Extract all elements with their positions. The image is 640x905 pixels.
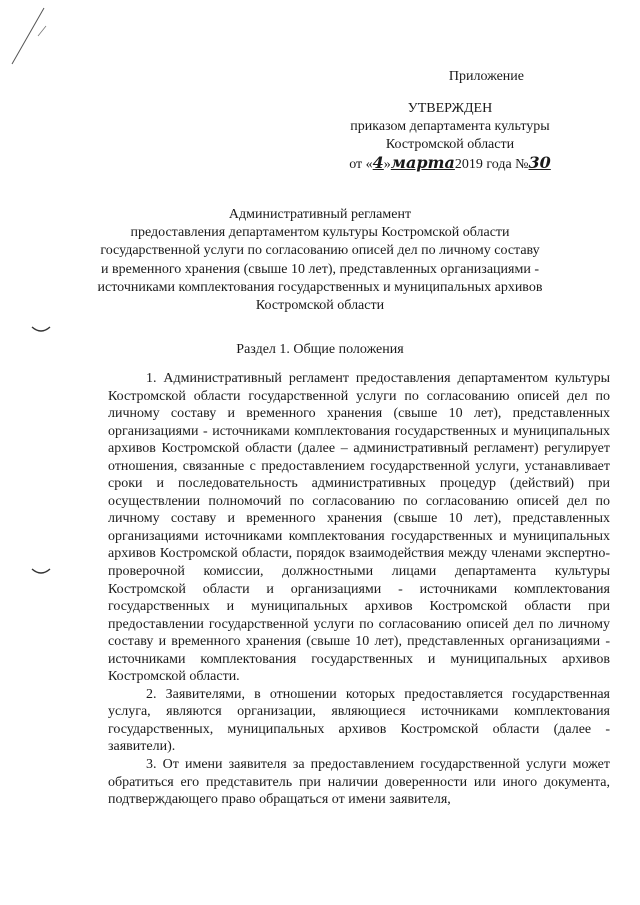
approval-date-line [300,154,600,174]
pen-stroke-mark [8,6,48,68]
appendix-label: Приложение [448,69,524,84]
date-prefix: от « [349,157,373,172]
date-year: 2019 года № [454,157,529,172]
document-title [95,206,545,315]
paragraph: 1. Административный регламент предоставления департаментом культуры Костромской области государственной услуги по согласованию описей дел по личному составу и временного хранения (свыше 10 лет), представленных организациями - источниками комплектования государственных и муниципальных архивов Костромской области (далее – административный регламент) регулирует отношения, связанные с предоставлением государственной услуги, устанавливает сроки и последовательность административных процедур (действий) при осуществлении полномочий по согласованию по согласованию описей дел по личному составу и временного хранения (свыше 10 лет), представленных организациями источниками комплектования государственных и муниципальных архивов Костромской области, порядок взаимодействия между членами экспертно-проверочной комиссии, должностными лицами департамента культуры Костромской области и организациями - источниками комплектования государственных и муниципальных архивов Костромской области при предоставлении государственной услуги по согласованию описей дел по личному составу и временного хранения (свыше 10 лет), представленных организациями - источниками комплектования государственных и муниципальных архивов Костромской области. [108,371,610,685]
title-line: Костромской области [255,298,385,314]
document-body [108,370,610,809]
approval-order-line: приказом департамента культуры [350,119,550,134]
binding-hole-mark [30,566,52,578]
approval-block [300,68,600,174]
title-line: предоставления департаментом культуры Костромской области [130,225,510,241]
handwritten-order-number: 30 [528,153,551,172]
title-line: источниками комплектования государственных и муниципальных архивов [97,279,543,295]
date-mid: » [383,157,391,172]
paragraph: 2. Заявителями, в отношении которых предоставляется государственная услуга, являются организации, являющиеся источниками комплектования государственных, муниципальных архивов Костромской области (далее - заявители). [108,686,610,755]
approved-label: УТВЕРЖДЕН [407,101,493,116]
section-heading: Раздел 1. Общие положения [236,342,404,357]
binding-hole-mark [30,324,52,336]
handwritten-month: марта [390,153,455,172]
title-line: Административный регламент [228,207,412,222]
title-line: и временного хранения (свыше 10 лет), представленных организациями - [101,261,539,277]
title-line: государственной услуги по согласованию описей дел по личному составу [100,243,540,259]
approval-region-line: Костромской области [385,137,515,152]
paragraph: 3. От имени заявителя за предоставлением государственной услуги может обратиться его представитель при наличии доверенности или иного документа, подтверждающего право обращаться от имени заявителя, [108,757,610,808]
handwritten-day: 4 [372,153,384,172]
